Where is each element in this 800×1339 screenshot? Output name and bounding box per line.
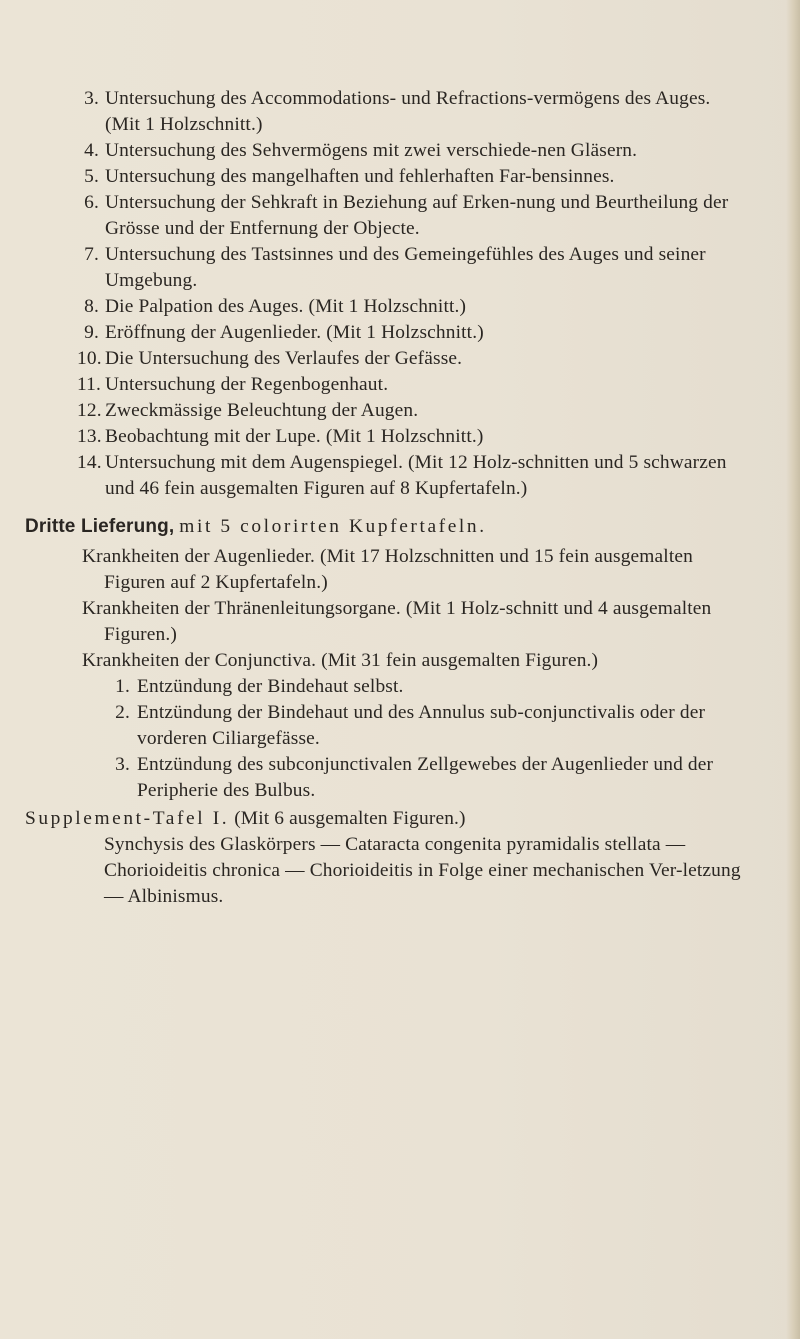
- list-item: 12. Zweckmässige Beleuchtung der Augen.: [77, 400, 419, 421]
- section-heading-rest: mit 5 colorirten Kupfertafeln.: [179, 516, 487, 537]
- entry: Krankheiten der Augenlieder. (Mit 17 Holzschnitten und 15 fein ausgemalten Figuren auf 2 Kupfertafeln.): [82, 546, 693, 593]
- list-item: 13. Beobachtung mit der Lupe. (Mit 1 Holzschnitt.): [77, 426, 484, 447]
- supplement-label: Supplement-Tafel I.: [25, 808, 230, 829]
- list-item: 14. Untersuchung mit dem Augenspiegel. (Mit 12 Holz-schnitten und 5 schwarzen und 46 fein ausgemalten Figuren auf 8 Kupfertafeln.): [77, 452, 727, 499]
- entry: Krankheiten der Conjunctiva. (Mit 31 fein ausgemalten Figuren.): [82, 650, 599, 671]
- page-text: [25, 86, 742, 910]
- section-heading-bold: Dritte Lieferung,: [25, 516, 175, 537]
- sub-item: 3. Entzündung des subconjunctivalen Zellgewebes der Augenlieder und der Peripherie des Bulbus.: [115, 754, 714, 801]
- list-item: 7. Untersuchung des Tastsinnes und des Gemeingefühles des Auges und seiner Umgebung.: [84, 244, 706, 291]
- sub-item: 1. Entzündung der Bindehaut selbst.: [115, 676, 404, 697]
- page-edge: [786, 0, 800, 1339]
- supplement-body: Synchysis des Glaskörpers — Cataracta congenita pyramidalis stellata — Chorioideitis chronica — Chorioideitis in Folge einer mechanischen Ver-letzung — Albinismus.: [104, 834, 741, 907]
- list-item: 4. Untersuchung des Sehvermögens mit zwei verschiede-nen Gläsern.: [84, 140, 638, 161]
- list-item: 11. Untersuchung der Regenbogenhaut.: [77, 374, 389, 395]
- section-heading: [25, 514, 742, 540]
- list-item: 8. Die Palpation des Auges. (Mit 1 Holzschnitt.): [84, 296, 467, 317]
- supplement-heading: [25, 806, 742, 832]
- list-item: 6. Untersuchung der Sehkraft in Beziehung auf Erken-nung und Beurtheilung der Grösse und der Entfernung der Objecte.: [84, 192, 729, 239]
- list-item: 9. Eröffnung der Augenlieder. (Mit 1 Holzschnitt.): [84, 322, 484, 343]
- list-item: 10. Die Untersuchung des Verlaufes der Gefässe.: [77, 348, 463, 369]
- list-item: 5. Untersuchung des mangelhaften und fehlerhaften Far-bensinnes.: [84, 166, 615, 187]
- sub-item: 2. Entzündung der Bindehaut und des Annulus sub-conjunctivalis oder der vorderen Ciliargefässe.: [115, 702, 706, 749]
- supplement-note: (Mit 6 ausgemalten Figuren.): [234, 808, 466, 829]
- list-item: 3. Untersuchung des Accommodations- und Refractions-vermögens des Auges. (Mit 1 Holzschnitt.): [84, 88, 711, 135]
- entry: Krankheiten der Thränenleitungsorgane. (Mit 1 Holz-schnitt und 4 ausgemalten Figuren.): [82, 598, 712, 645]
